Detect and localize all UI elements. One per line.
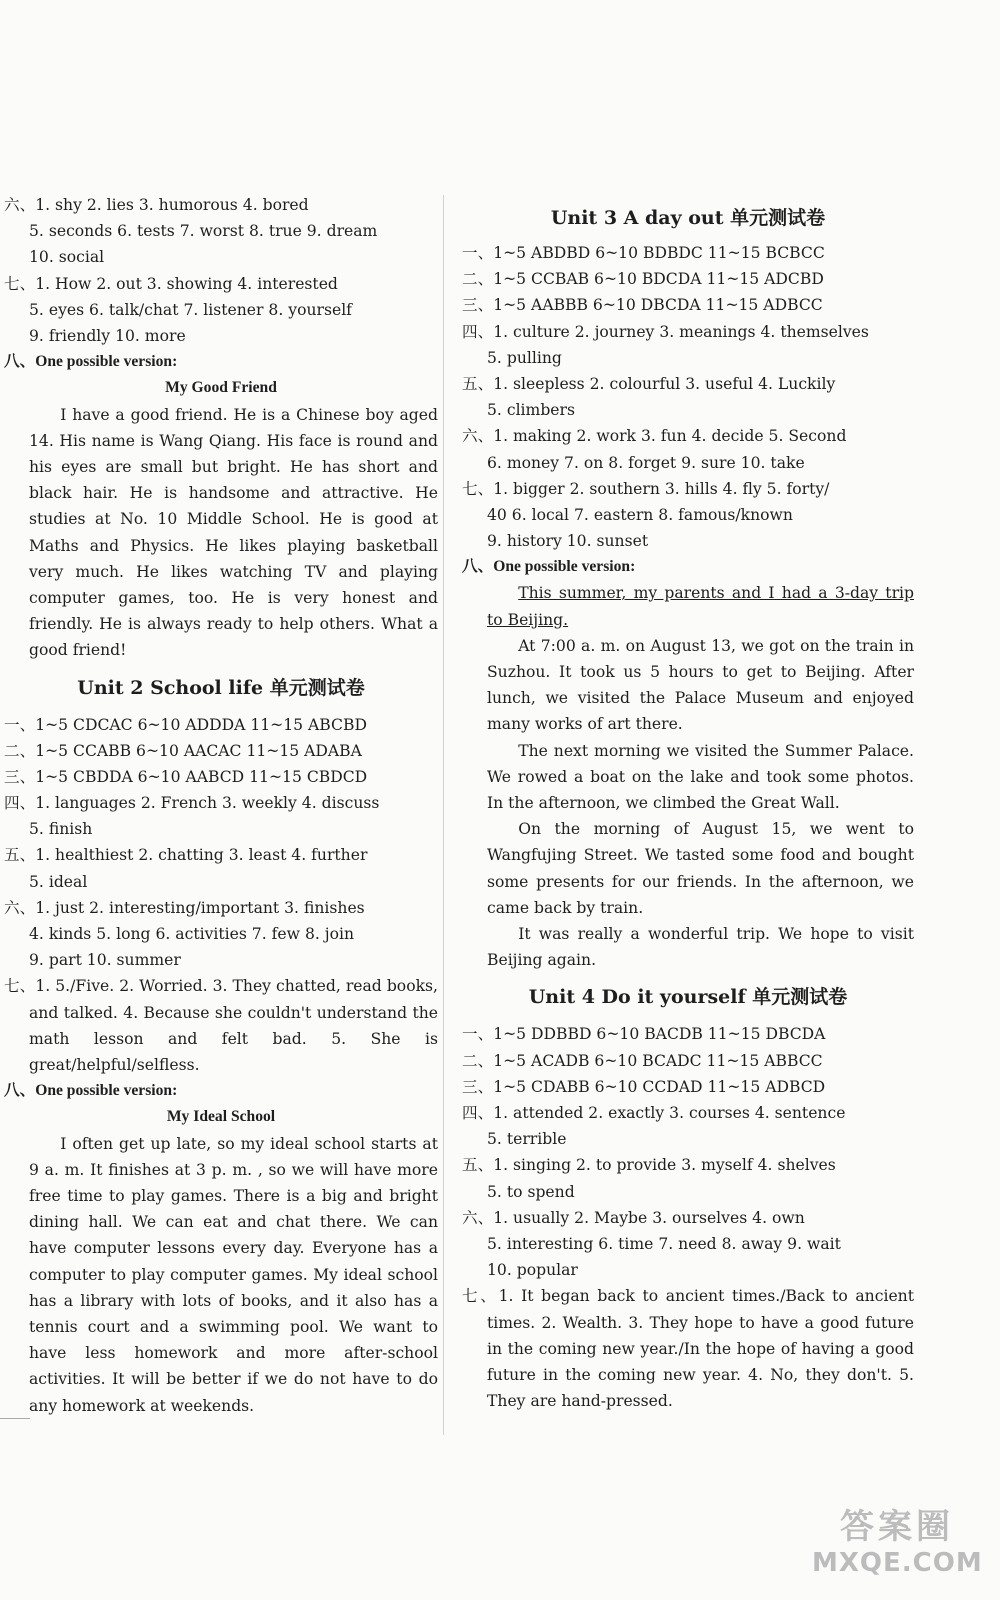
essay-paragraph: This summer, my parents and I had a 3-day trip to Beijing.	[487, 584, 914, 629]
version-label: 八、One possible version:	[4, 353, 178, 371]
answer-line: 5. seconds 6. tests 7. worst 8. true 9. dream	[29, 222, 378, 241]
answer-line: 5. climbers	[487, 401, 575, 420]
answer-line: 二、1~5 CCABB 6~10 AACAC 11~15 ADABA	[4, 741, 362, 760]
answer-line: 二、1~5 ACADB 6~10 BCADC 11~15 ABBCC	[462, 1051, 823, 1070]
answer-line: 三、1~5 CBDDA 6~10 AABCD 11~15 CBDCD	[4, 767, 368, 786]
answer-block: 七、1. 5./Five. 2. Worried. 3. They chatted, read books, and talked. 4. Because she couldn't understand the math lesson and felt bad. 5. She is great/helpful/selfless.	[4, 977, 438, 1075]
essay-paragraph: It was really a wonderful trip. We hope to visit Beijing again.	[487, 925, 914, 970]
essay-paragraph: The next morning we visited the Summer Palace. We rowed a boat on the lake and took some photos. In the afternoon, we climbed the Great Wall.	[487, 741, 914, 813]
essay-paragraph: I have a good friend. He is a Chinese boy aged 14. His name is Wang Qiang. His face is round and his eyes are small but bright. He has short and black hair. He is handsome and attractive. He studies at No. 10 Middle School. He is good at Maths and Physics. He likes playing basketball very much. He likes watching TV and playing computer games, too. He is very honest and friendly. He is always ready to help others. What a good friend!	[29, 405, 438, 660]
answer-line: 9. part 10. summer	[29, 951, 181, 970]
answer-line: 5. pulling	[487, 348, 562, 367]
unit-title: Unit 2 School life 单元测试卷	[77, 676, 365, 699]
answer-line: 六、1. usually 2. Maybe 3. ourselves 4. own	[462, 1208, 805, 1227]
answer-line: 七、1. How 2. out 3. showing 4. interested	[4, 274, 338, 293]
watermark-line: 答案圈	[840, 1507, 954, 1547]
version-label: 八、One possible version:	[462, 558, 636, 576]
answer-line: 一、1~5 CDCAC 6~10 ADDDA 11~15 ABCBD	[4, 715, 367, 734]
answer-line: 五、1. singing 2. to provide 3. myself 4. shelves	[462, 1156, 836, 1175]
answer-line: 9. history 10. sunset	[487, 532, 649, 551]
unit-title: Unit 4 Do it yourself 单元测试卷	[528, 986, 848, 1009]
answer-line: 六、1. shy 2. lies 3. humorous 4. bored	[4, 196, 309, 214]
answer-line: 5. ideal	[29, 872, 88, 891]
unit-title: Unit 3 A day out 单元测试卷	[550, 207, 826, 229]
answer-line: 10. social	[29, 248, 105, 267]
watermark-logo	[812, 1499, 982, 1578]
left-column	[4, 192, 438, 1419]
answer-line: 10. popular	[487, 1261, 578, 1280]
answer-line: 5. interesting 6. time 7. need 8. away 9. wait	[487, 1234, 841, 1253]
answer-line: 5. terrible	[487, 1130, 567, 1149]
answer-line: 5. finish	[29, 820, 93, 839]
answer-line: 五、1. sleepless 2. colourful 3. useful 4. Luckily	[462, 374, 836, 393]
answer-line: 四、1. languages 2. French 3. weekly 4. discuss	[4, 794, 380, 813]
answer-line: 9. friendly 10. more	[29, 326, 186, 345]
right-column	[462, 196, 914, 1414]
column-divider	[443, 195, 444, 1435]
answer-line: 6. money 7. on 8. forget 9. sure 10. take	[487, 453, 805, 472]
essay-paragraph: I often get up late, so my ideal school starts at 9 a. m. It finishes at 3 p. m. , so we will have more free time to play games. There is a big and bright dining hall. We can eat and chat there. We can have computer lessons every day. Everyone has a computer to play computer games. My ideal school has a library with lots of books, and it also has a tennis court and a swimming pool. We want to have less homework and more after-school activities. It will be better if we do not have to do any homework at weekends.	[29, 1134, 438, 1415]
watermark-line: MXQE.COM	[812, 1548, 983, 1578]
answer-line: 5. to spend	[487, 1182, 575, 1201]
answer-line: 三、1~5 AABBB 6~10 DBCDA 11~15 ADBCC	[462, 296, 823, 315]
answer-line: 七、1. bigger 2. southern 3. hills 4. fly 5. forty/	[462, 479, 830, 498]
answer-line: 5. eyes 6. talk/chat 7. listener 8. yourself	[29, 300, 352, 319]
answer-line: 四、1. culture 2. journey 3. meanings 4. themselves	[462, 322, 869, 341]
essay-paragraph: At 7:00 a. m. on August 13, we got on the train in Suzhou. It took us 5 hours to get to Beijing. After lunch, we visited the Palace Museum and enjoyed many works of art there.	[487, 636, 914, 734]
answer-line: 4. kinds 5. long 6. activities 7. few 8. join	[29, 925, 355, 944]
essay-title: My Good Friend	[165, 379, 277, 397]
essay-title: My Ideal School	[166, 1108, 276, 1126]
essay-paragraph: On the morning of August 15, we went to Wangfujing Street. We tasted some food and bought some presents for our friends. In the afternoon, we came back by train.	[487, 820, 914, 917]
answer-line: 一、1~5 DDBBD 6~10 BACDB 11~15 DBCDA	[462, 1025, 826, 1044]
answer-line: 六、1. just 2. interesting/important 3. finishes	[4, 898, 365, 917]
answer-line: 三、1~5 CDABB 6~10 CCDAD 11~15 ADBCD	[462, 1077, 826, 1096]
answer-line: 40 6. local 7. eastern 8. famous/known	[487, 505, 793, 524]
answer-block: 七、1. It began back to ancient times./Back to ancient times. 2. Wealth. 3. They hope to have a good future in the coming new year./In the hope of having a good future in the coming new year. 4. No, they don't. 5. They are hand-pressed.	[462, 1287, 914, 1411]
answer-line: 二、1~5 CCBAB 6~10 BDCDA 11~15 ADCBD	[462, 270, 824, 289]
answer-line: 四、1. attended 2. exactly 3. courses 4. sentence	[462, 1104, 846, 1123]
version-label: 八、One possible version:	[4, 1082, 178, 1100]
answer-line: 六、1. making 2. work 3. fun 4. decide 5. Second	[462, 427, 847, 446]
answer-line: 一、1~5 ABDBD 6~10 BDBDC 11~15 BCBCC	[462, 244, 825, 262]
answer-line: 五、1. healthiest 2. chatting 3. least 4. further	[4, 846, 368, 865]
